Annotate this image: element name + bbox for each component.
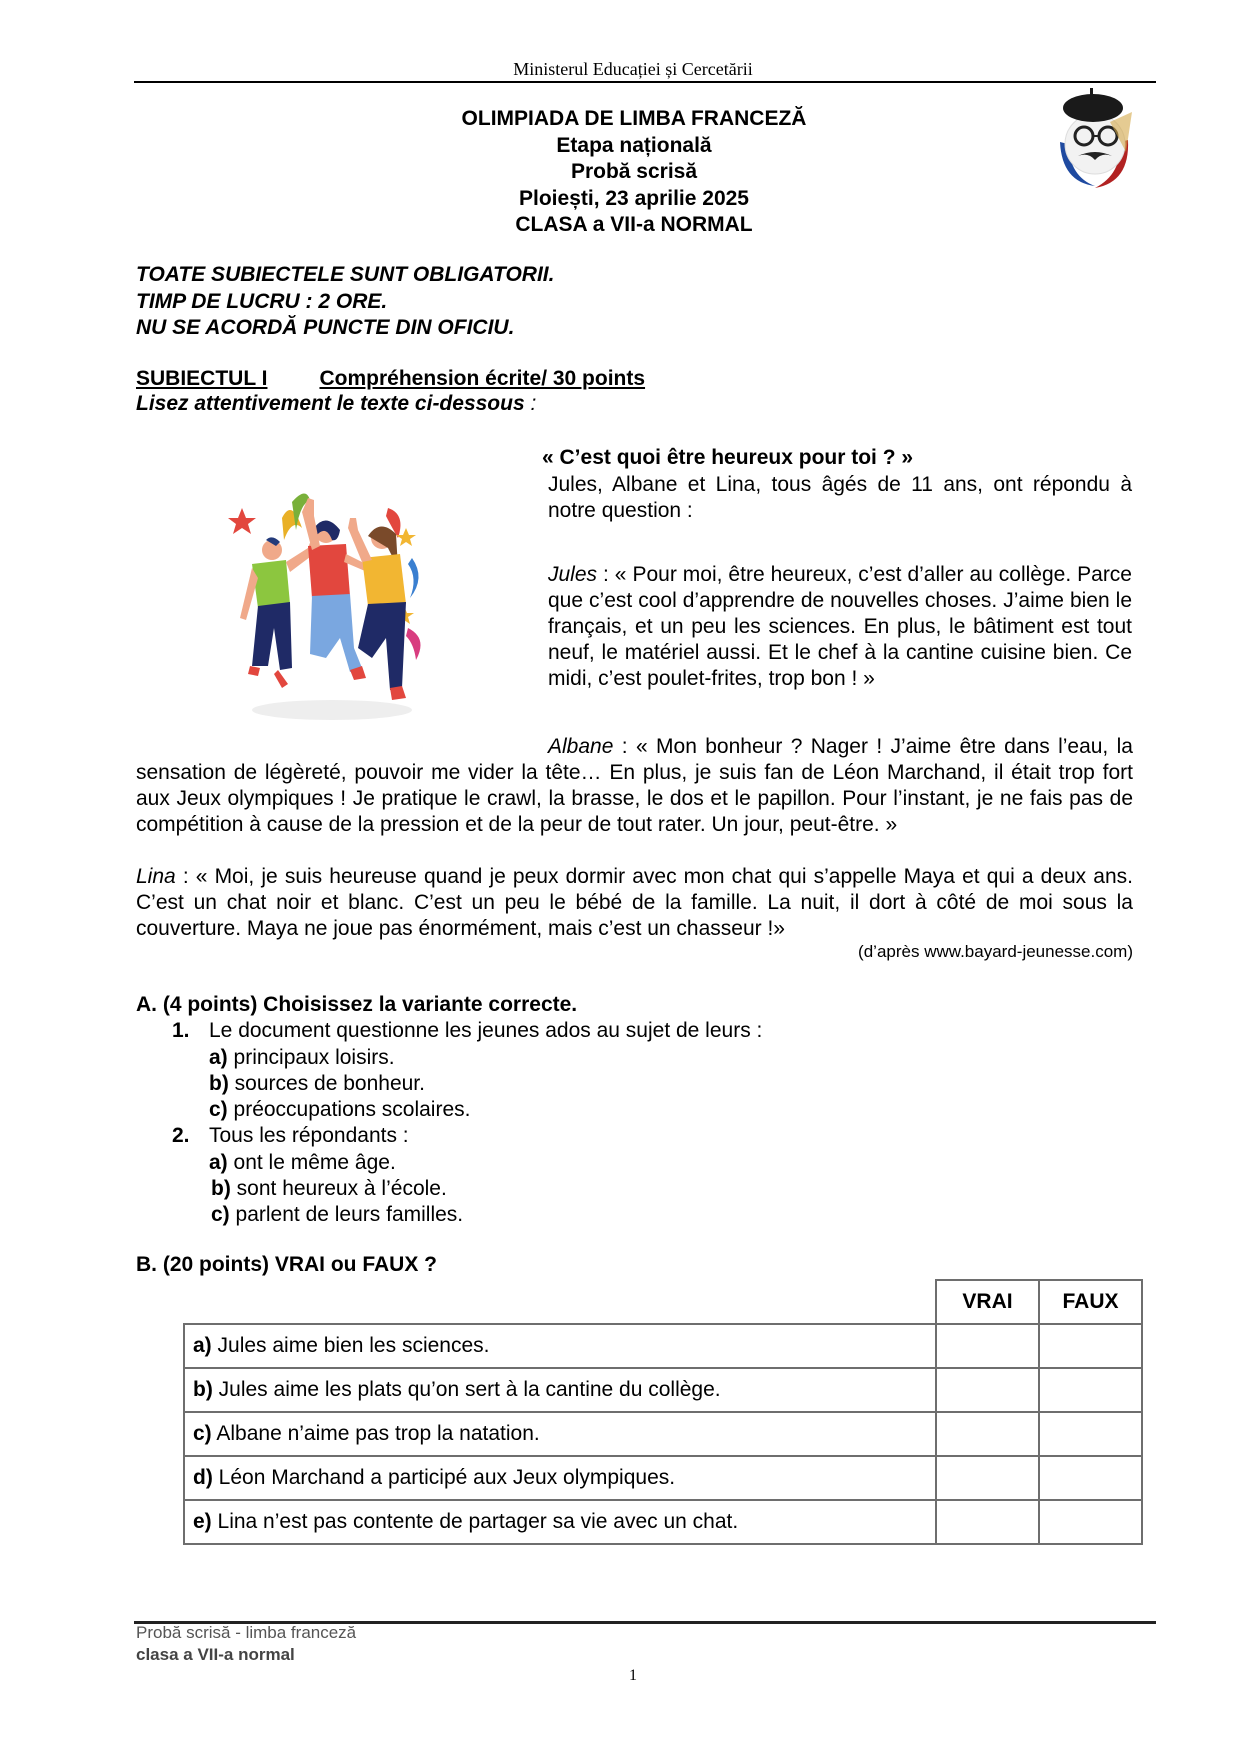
- answer-option[interactable]: b) sont heureux à l’école.: [211, 1177, 447, 1201]
- question-1: 1. Le document questionne les jeunes ados au sujet de leurs :: [172, 1019, 763, 1043]
- answer-option[interactable]: c) préoccupations scolaires.: [209, 1098, 471, 1122]
- speaker-name: Albane: [548, 735, 614, 758]
- table-row: [184, 1324, 1142, 1368]
- table-row: [184, 1500, 1142, 1544]
- exam-title: OLIMPIADA DE LIMBA FRANCEZĂ: [461, 107, 807, 130]
- exam-title-block: [134, 106, 1134, 239]
- vrai-cell[interactable]: [936, 1324, 1039, 1368]
- speaker-name: Lina: [136, 865, 176, 888]
- statement: a) Jules aime bien les sciences.: [184, 1324, 936, 1368]
- exam-stage: Etapa națională: [556, 133, 712, 157]
- vrai-cell[interactable]: [936, 1412, 1039, 1456]
- subject-label: SUBIECTUL I: [136, 367, 268, 390]
- statement: c) Albane n’aime pas trop la natation.: [184, 1412, 936, 1456]
- jumping-people-illustration: [222, 488, 444, 724]
- section-a: [136, 992, 762, 1229]
- exam-class: CLASA a VII-a NORMAL: [515, 213, 753, 236]
- faux-cell[interactable]: [1039, 1368, 1142, 1412]
- header-rule: [134, 81, 1156, 83]
- speaker-quote: : « Moi, je suis heureuse quand je peux dormir avec mon chat qui s’appelle Maya et qui a deux ans. C’est un chat noir et blanc. C’est un peu le bébé de la famille. La nuit, il dort à côté de moi sous la couverture. Maya ne joue pas énormément, mais c’est un chasseur !»: [136, 865, 1133, 940]
- answer-option[interactable]: c) parlent de leurs familles.: [211, 1203, 464, 1227]
- column-header-faux: FAUX: [1039, 1280, 1142, 1324]
- subject-heading: [136, 366, 645, 392]
- faux-cell[interactable]: [1039, 1324, 1142, 1368]
- vrai-cell[interactable]: [936, 1368, 1039, 1412]
- rule-line: TOATE SUBIECTELE SUNT OBLIGATORII.: [136, 263, 555, 286]
- rule-line: NU SE ACORDĂ PUNCTE DIN OFICIU.: [136, 316, 515, 339]
- table-row: [184, 1368, 1142, 1412]
- exam-place-date: Ploiești, 23 aprilie 2025: [519, 186, 749, 210]
- text-source: (d’après www.bayard-jeunesse.com): [858, 942, 1133, 961]
- speaker-name: Jules: [548, 563, 598, 586]
- faux-cell[interactable]: [1039, 1500, 1142, 1544]
- answer-option[interactable]: a) principaux loisirs.: [209, 1045, 395, 1069]
- speaker-quote: : « Pour moi, être heureux, c’est d’aller au collège. Parce que c’est cool d’apprendre de nouvelles choses. J’aime bien le français, et un peu les sciences. En plus, le bâtiment est tout neuf, le matériel aussi. Et le chef à la cantine cuisine bien. Ce midi, c’est poulet-frites, trop bon ! »: [548, 563, 1132, 690]
- speaker-lina: [136, 864, 1133, 942]
- statement: d) Léon Marchand a participé aux Jeux olympiques.: [184, 1456, 936, 1500]
- exam-rules: [136, 262, 554, 342]
- footer-class: clasa a VII-a normal: [136, 1645, 295, 1664]
- faux-cell[interactable]: [1039, 1456, 1142, 1500]
- ministry-header: Ministerul Educației și Cercetării: [513, 59, 753, 79]
- text-title: « C’est quoi être heureux pour toi ? »: [542, 446, 914, 469]
- speaker-albane: [136, 734, 1133, 838]
- exam-type: Probă scrisă: [570, 160, 698, 183]
- subject-instruction: Lisez attentivement le texte ci-dessous :: [136, 392, 537, 415]
- speaker-quote: : « Mon bonheur ? Nager ! J’aime être dans l’eau, la sensation de légèreté, pouvoir me vider la tête… En plus, je suis fan de Léon Marchand, il était trop fort aux Jeux olympiques ! Je pratique le crawl, la brasse, le dos et le papillon. Pour l’instant, je ne fais pas de compétition à cause de la pression et de la peur de tout rater. Un jour, peut-être. »: [136, 735, 1133, 836]
- section-a-heading: A. (4 points) Choisissez la variante correcte.: [136, 993, 578, 1016]
- question-2: 2. Tous les répondants :: [172, 1124, 409, 1148]
- answer-option[interactable]: b) sources de bonheur.: [209, 1071, 425, 1095]
- footer-exam-type: Probă scrisă - limba franceză: [136, 1623, 357, 1642]
- table-row: [184, 1456, 1142, 1500]
- page-number: 1: [629, 1667, 637, 1684]
- text-intro: Jules, Albane et Lina, tous âgés de 11 ans, ont répondu à notre question :: [548, 473, 1132, 522]
- statement: e) Lina n’est pas contente de partager sa vie avec un chat.: [184, 1500, 936, 1544]
- vrai-cell[interactable]: [936, 1456, 1039, 1500]
- faux-cell[interactable]: [1039, 1412, 1142, 1456]
- answer-option[interactable]: a) ont le même âge.: [209, 1150, 396, 1174]
- true-false-table: [183, 1279, 1143, 1545]
- table-row: [184, 1412, 1142, 1456]
- statement: b) Jules aime les plats qu’on sert à la cantine du collège.: [184, 1368, 936, 1412]
- section-b-heading: B. (20 points) VRAI ou FAUX ?: [136, 1253, 438, 1276]
- speaker-jules: [548, 562, 1132, 692]
- table-header-row: [184, 1280, 1142, 1324]
- subject-title: Compréhension écrite/ 30 points: [319, 367, 646, 390]
- olympiad-logo-icon: [1040, 82, 1150, 192]
- rule-line: TIMP DE LUCRU : 2 ORE.: [136, 289, 388, 313]
- column-header-vrai: VRAI: [936, 1280, 1039, 1324]
- vrai-cell[interactable]: [936, 1500, 1039, 1544]
